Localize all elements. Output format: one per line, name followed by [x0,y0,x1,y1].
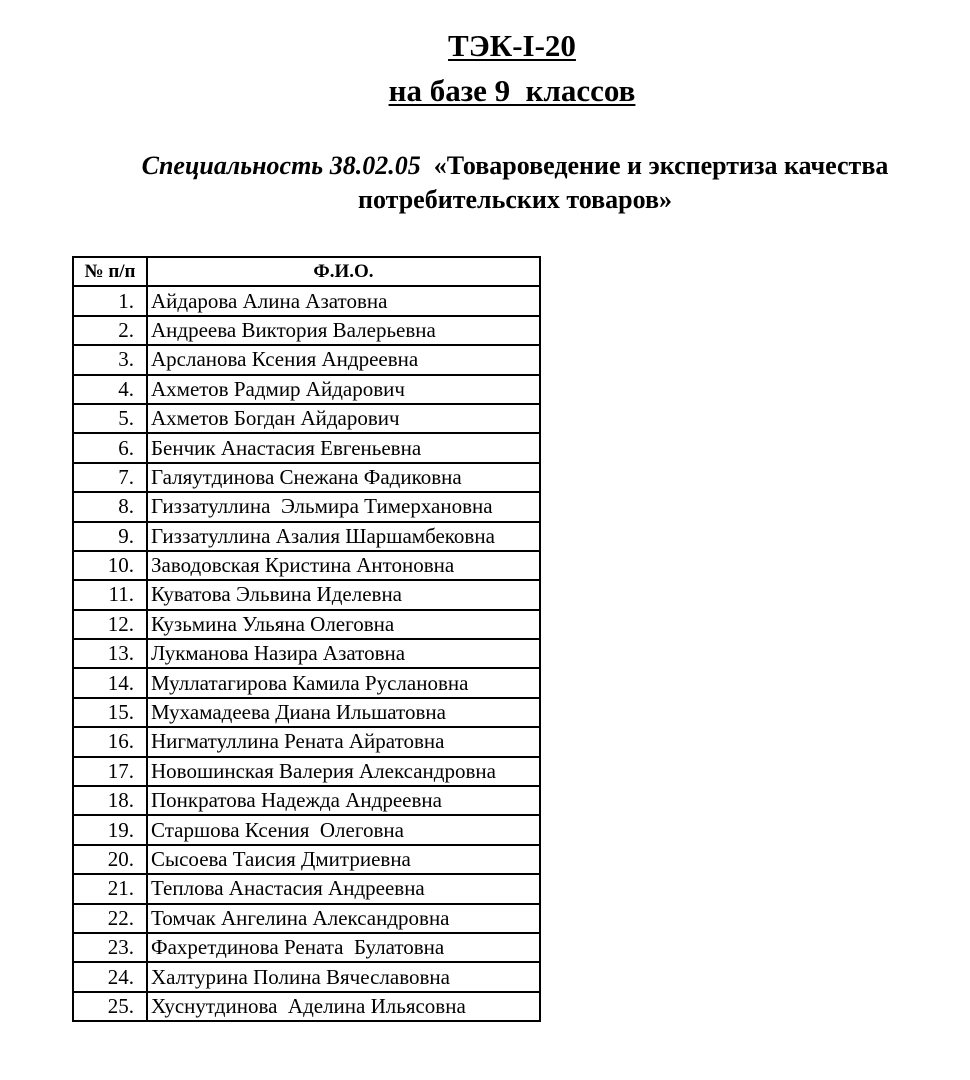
student-name: Фахретдинова Рената Булатовна [147,933,540,962]
table-row [73,815,540,844]
row-number: 8. [73,492,147,521]
student-name: Теплова Анастасия Андреевна [147,874,540,903]
row-number: 24. [73,962,147,991]
table-row [73,933,540,962]
student-name: Томчак Ангелина Александровна [147,904,540,933]
row-number: 23. [73,933,147,962]
student-roster-table [72,256,541,1022]
row-number: 21. [73,874,147,903]
student-name: Муллатагирова Камила Руслановна [147,668,540,697]
row-number: 9. [73,522,147,551]
table-row [73,845,540,874]
table-row [73,698,540,727]
student-name: Нигматуллина Рената Айратовна [147,727,540,756]
row-number: 14. [73,668,147,697]
name-column-header: Ф.И.О. [147,257,540,286]
student-name: Гиззатуллина Эльмира Тимерхановна [147,492,540,521]
table-row [73,522,540,551]
table-row [73,345,540,374]
row-number: 22. [73,904,147,933]
table-row [73,727,540,756]
student-name: Сысоева Таисия Дмитриевна [147,845,540,874]
table-row [73,551,540,580]
table-row [73,580,540,609]
student-name: Кузьмина Ульяна Олеговна [147,610,540,639]
row-number: 1. [73,286,147,315]
student-name: Арсланова Ксения Андреевна [147,345,540,374]
student-name: Новошинская Валерия Александровна [147,757,540,786]
group-code-title: ТЭК-I-20 [448,28,576,63]
table-row [73,463,540,492]
row-number: 19. [73,815,147,844]
row-number: 5. [73,404,147,433]
student-name: Лукманова Назира Азатовна [147,639,540,668]
row-number: 10. [73,551,147,580]
table-row [73,874,540,903]
table-row [73,992,540,1021]
table-row [73,786,540,815]
student-name: Куватова Эльвина Иделевна [147,580,540,609]
student-name: Ахметов Радмир Айдарович [147,375,540,404]
row-number: 20. [73,845,147,874]
table-row [73,375,540,404]
row-number: 17. [73,757,147,786]
student-name: Заводовская Кристина Антоновна [147,551,540,580]
table-row [73,492,540,521]
specialty-name: «Товароведение и экспертиза качества потребительских товаров» [357,151,895,214]
row-number: 11. [73,580,147,609]
student-name: Мухамадеева Диана Ильшатовна [147,698,540,727]
student-name: Понкратова Надежда Андреевна [147,786,540,815]
row-number: 12. [73,610,147,639]
table-row [73,757,540,786]
table-row [73,316,540,345]
student-name: Ахметов Богдан Айдарович [147,404,540,433]
specialty-label: Специальность 38.02.05 [141,151,421,180]
table-row [73,904,540,933]
row-number: 6. [73,433,147,462]
roster-body [73,286,540,1021]
row-number: 2. [73,316,147,345]
specialty-heading [60,149,970,217]
row-number: 7. [73,463,147,492]
row-number: 13. [73,639,147,668]
table-row [73,433,540,462]
row-number: 3. [73,345,147,374]
table-row [73,286,540,315]
number-column-header: № п/п [73,257,147,286]
row-number: 16. [73,727,147,756]
table-row [73,639,540,668]
table-row [73,668,540,697]
table-row [73,962,540,991]
student-name: Айдарова Алина Азатовна [147,286,540,315]
row-number: 15. [73,698,147,727]
student-name: Гиззатуллина Азалия Шаршамбековна [147,522,540,551]
table-header-row [73,257,540,286]
student-name: Хуснутдинова Аделина Ильясовна [147,992,540,1021]
group-base-title: на базе 9 классов [388,73,636,108]
student-name: Галяутдинова Снежана Фадиковна [147,463,540,492]
table-row [73,404,540,433]
student-name: Халтурина Полина Вячеславовна [147,962,540,991]
student-name: Андреева Виктория Валерьевна [147,316,540,345]
table-row [73,610,540,639]
row-number: 18. [73,786,147,815]
row-number: 4. [73,375,147,404]
student-name: Старшова Ксения Олеговна [147,815,540,844]
student-name: Бенчик Анастасия Евгеньевна [147,433,540,462]
row-number: 25. [73,992,147,1021]
